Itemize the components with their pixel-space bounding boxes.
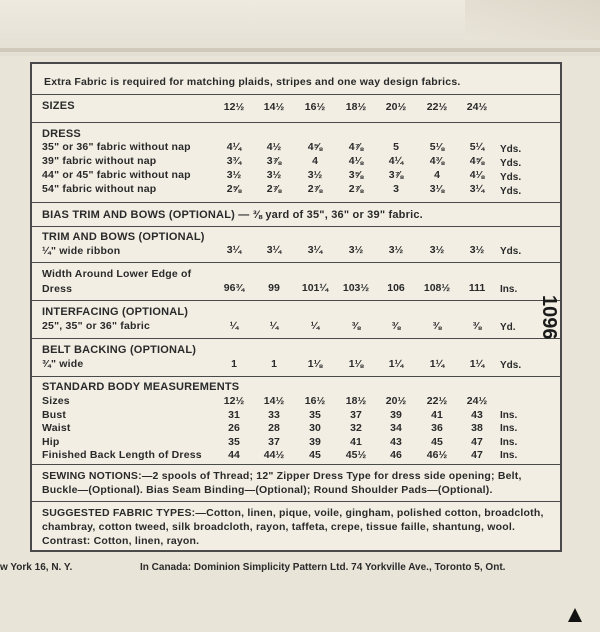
value-cell: 22½ [426, 395, 448, 407]
width-edge-label: Dress [42, 283, 73, 295]
footer-left: w York 16, N. Y. [0, 562, 73, 573]
value-cell: 3¼ [307, 244, 323, 256]
fabrics-line2: chambray, cotton tweed, silk broadcloth, rayon, taffeta, crepe, tissue faille, shantung, wool. [42, 521, 516, 533]
value-cell: 3⅝ [348, 169, 364, 181]
value-cell: 3½ [266, 169, 282, 181]
value-cell: 44 [228, 449, 240, 461]
divider [32, 464, 560, 465]
value-cell: 20½ [385, 395, 407, 407]
value-cell: ⅜ [472, 320, 482, 332]
value-cell: 101¼ [301, 282, 329, 294]
value-cell: 5 [393, 141, 399, 153]
unit-label: Ins. [500, 423, 518, 434]
value-cell: 14½ [263, 395, 285, 407]
value-cell: 3 [393, 183, 399, 195]
belt-label: ¾" wide [42, 358, 84, 370]
value-cell: 3⅞ [266, 155, 282, 167]
divider [32, 376, 560, 377]
value-cell: 96¾ [223, 282, 245, 294]
fabrics-line3: Contrast: Cotton, linen, rayon. [42, 535, 200, 547]
sizes-label: SIZES [42, 100, 75, 112]
value-cell: 3½ [348, 244, 364, 256]
value-cell: 3¼ [469, 183, 485, 195]
value-cell: 2⅝ [226, 183, 242, 195]
value-cell: 14½ [263, 101, 285, 113]
envelope-fold [0, 48, 600, 52]
value-cell: ⅜ [391, 320, 401, 332]
value-cell: 31 [228, 408, 240, 421]
unit-label: Yd. [500, 322, 516, 333]
envelope-flap [465, 0, 600, 40]
header-note: Extra Fabric is required for matching plaids, stripes and one way design fabrics. [44, 76, 461, 88]
dress-row-label: 54" fabric without nap [42, 183, 157, 195]
value-cell: 35 [309, 408, 321, 421]
value-cell: 32 [350, 422, 362, 434]
value-cell: 3½ [226, 169, 242, 181]
value-cell: 1¼ [429, 358, 445, 370]
value-cell: 3⅛ [429, 183, 445, 195]
interfacing-label: 25", 35" or 36" fabric [42, 320, 151, 332]
body-row-label: Bust [42, 408, 67, 421]
value-cell: 1¼ [388, 358, 404, 370]
value-cell: ¼ [269, 320, 279, 332]
divider [32, 501, 560, 502]
value-cell: 35 [228, 435, 240, 448]
value-cell: 45½ [345, 449, 367, 461]
value-cell: 1 [271, 358, 277, 370]
divider [32, 338, 560, 339]
unit-label: Yds. [500, 186, 522, 197]
value-cell: 34 [390, 422, 402, 434]
value-cell: 20½ [385, 101, 407, 113]
value-cell: 4⅝ [469, 155, 485, 167]
value-cell: 3¾ [226, 155, 242, 167]
value-cell: 39 [390, 408, 402, 421]
unit-label: Ins. [500, 284, 518, 295]
value-cell: 16½ [304, 101, 326, 113]
value-cell: 30 [309, 422, 321, 434]
value-cell: 36 [431, 422, 443, 434]
value-cell: 18½ [345, 395, 367, 407]
value-cell: 33 [268, 408, 280, 421]
bias-trim-note: BIAS TRIM AND BOWS (OPTIONAL) — ⅜ yard of 35", 36" or 39" fabric. [42, 209, 423, 221]
value-cell: 43 [471, 408, 483, 421]
value-cell: 5⅛ [429, 141, 445, 153]
value-cell: 108½ [423, 282, 451, 294]
unit-label: Ins. [500, 436, 518, 448]
value-cell: 4½ [266, 141, 282, 153]
body-row-label: Sizes [42, 395, 70, 407]
value-cell: 103½ [342, 282, 370, 294]
body-row-label: Hip [42, 435, 60, 448]
value-cell: 38 [471, 422, 483, 434]
dress-row-label: 44" or 45" fabric without nap [42, 169, 191, 181]
value-cell: 12½ [223, 101, 245, 113]
value-cell: 1⅛ [348, 358, 364, 370]
trim-bows-label: ¼" wide ribbon [42, 245, 121, 257]
divider [32, 262, 560, 263]
value-cell: ⅜ [351, 320, 361, 332]
value-cell: 4⅛ [469, 169, 485, 181]
value-cell: 45 [431, 435, 443, 448]
divider [32, 202, 560, 203]
dress-row-label: 39" fabric without nap [42, 155, 157, 167]
value-cell: 1¼ [469, 358, 485, 370]
unit-label: Yds. [500, 158, 522, 169]
value-cell: 1⅛ [307, 358, 323, 370]
value-cell: 37 [268, 435, 280, 448]
value-cell: 3½ [429, 244, 445, 256]
value-cell: 22½ [426, 101, 448, 113]
width-edge-title: Width Around Lower Edge of [42, 268, 192, 280]
value-cell: 3⅞ [388, 169, 404, 181]
value-cell: 3½ [388, 244, 404, 256]
value-cell: 4¼ [388, 155, 404, 167]
value-cell: ¼ [229, 320, 239, 332]
unit-label: Yds. [500, 144, 522, 155]
value-cell: 2⅞ [348, 183, 364, 195]
value-cell: 18½ [345, 101, 367, 113]
footer-right: In Canada: Dominion Simplicity Pattern Ltd. 74 Yorkville Ave., Toronto 5, Ont. [140, 562, 506, 573]
fabrics-line1: SUGGESTED FABRIC TYPES:—Cotton, linen, pique, voile, gingham, polished cotton, broadcloth, [42, 507, 544, 519]
value-cell: 4⅜ [429, 155, 445, 167]
value-cell: 4 [434, 169, 440, 181]
notions-line1: SEWING NOTIONS:—2 spools of Thread; 12" Zipper Dress Type for dress side opening; Belt, [42, 470, 522, 482]
value-cell: 28 [268, 422, 280, 434]
value-cell: 106 [387, 282, 405, 294]
value-cell: 4 [312, 155, 318, 167]
value-cell: 24½ [466, 395, 488, 407]
divider [32, 122, 560, 123]
dress-row-label: 35" or 36" fabric without nap [42, 141, 191, 153]
value-cell: 41 [431, 408, 443, 421]
yardage-chart [30, 62, 562, 552]
value-cell: 24½ [466, 101, 488, 113]
value-cell: 3½ [307, 169, 323, 181]
notions-line2: Buckle—(Optional). Bias Seam Binding—(Optional); Round Shoulder Pads—(Optional). [42, 484, 493, 496]
value-cell: 45 [309, 449, 321, 461]
value-cell: 43 [390, 435, 402, 448]
value-cell: 12½ [223, 395, 245, 407]
value-cell: 39 [309, 435, 321, 448]
unit-label: Ins. [500, 409, 518, 421]
divider [32, 94, 560, 95]
value-cell: 99 [268, 282, 280, 294]
divider [32, 226, 560, 227]
body-row-label: Waist [42, 422, 71, 434]
value-cell: 47 [471, 435, 483, 448]
value-cell: 26 [228, 422, 240, 434]
value-cell: 37 [350, 408, 362, 421]
value-cell: 1 [231, 358, 237, 370]
value-cell: 2⅞ [307, 183, 323, 195]
value-cell: ¼ [310, 320, 320, 332]
unit-label: Ins. [500, 450, 518, 461]
divider [32, 300, 560, 301]
value-cell: 44½ [263, 449, 285, 461]
trim-bows-title: TRIM AND BOWS (OPTIONAL) [42, 231, 205, 243]
value-cell: 41 [350, 435, 362, 448]
value-cell: 4¼ [226, 141, 242, 153]
value-cell: 4⅛ [348, 155, 364, 167]
body-row-label: Finished Back Length of Dress [42, 449, 202, 461]
unit-label: Yds. [500, 172, 522, 183]
value-cell: 3¼ [226, 244, 242, 256]
value-cell: 3¼ [266, 244, 282, 256]
dress-title: DRESS [42, 128, 81, 140]
value-cell: 16½ [304, 395, 326, 407]
unit-label: Yds. [500, 360, 522, 371]
value-cell: 5¼ [469, 141, 485, 153]
belt-title: BELT BACKING (OPTIONAL) [42, 344, 197, 356]
unit-label: Yds. [500, 246, 522, 257]
value-cell: 111 [468, 282, 486, 294]
interfacing-title: INTERFACING (OPTIONAL) [42, 306, 189, 318]
body-title: STANDARD BODY MEASUREMENTS [42, 381, 240, 393]
value-cell: 4⅞ [348, 141, 364, 153]
value-cell: 47 [471, 449, 483, 461]
value-cell: ⅜ [432, 320, 442, 332]
value-cell: 2⅞ [266, 183, 282, 195]
value-cell: 46½ [426, 449, 448, 461]
value-cell: 46 [390, 449, 402, 461]
pattern-number: 1096 [538, 295, 560, 340]
corner-mark [568, 608, 582, 622]
value-cell: 4⅝ [307, 141, 323, 153]
value-cell: 3½ [469, 244, 485, 256]
